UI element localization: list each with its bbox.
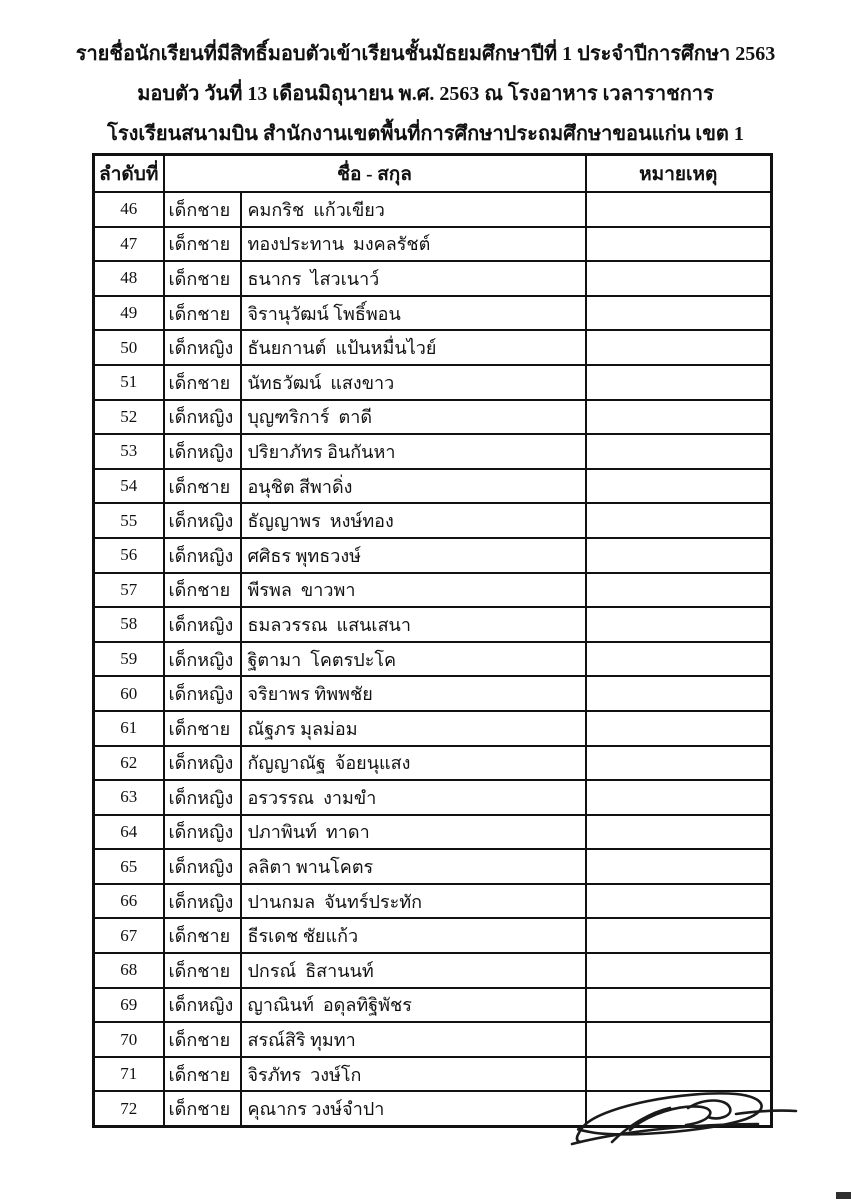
header-cell-remark: หมายเหตุ — [586, 155, 772, 193]
row-student-title: เด็กหญิง — [164, 434, 241, 469]
table-row — [94, 676, 772, 711]
table-row — [94, 918, 772, 953]
table-row — [94, 1091, 772, 1126]
row-number: 60 — [94, 676, 164, 711]
table-row — [94, 1057, 772, 1092]
row-student-name: พีรพล ขาวพา — [241, 573, 586, 608]
row-remark — [586, 573, 772, 608]
table-row — [94, 365, 772, 400]
row-student-name: นัทธวัฒน์ แสงขาว — [241, 365, 586, 400]
row-remark — [586, 434, 772, 469]
table-row — [94, 573, 772, 608]
row-remark — [586, 330, 772, 365]
table-row — [94, 815, 772, 850]
table-row — [94, 330, 772, 365]
row-student-title: เด็กหญิง — [164, 884, 241, 919]
table-row — [94, 192, 772, 227]
row-remark — [586, 849, 772, 884]
row-remark — [586, 261, 772, 296]
table-row — [94, 642, 772, 677]
table-row — [94, 538, 772, 573]
row-remark — [586, 676, 772, 711]
document-title-line-1: รายชื่อนักเรียนที่มีสิทธิ์มอบตัวเข้าเรียนชั้นมัธยมศึกษาปีที่ 1 ประจำปีการศึกษา 2563 — [75, 43, 776, 65]
student-table-body — [94, 192, 772, 1127]
row-number: 72 — [94, 1091, 164, 1126]
row-student-name: จิรภัทร วงษ์โก — [241, 1057, 586, 1092]
row-student-name: ธันยกานต์ แป้นหมื่นไวย์ — [241, 330, 586, 365]
row-number: 71 — [94, 1057, 164, 1092]
row-student-title: เด็กชาย — [164, 261, 241, 296]
header-cell-no: ลำดับที่ — [94, 155, 164, 193]
row-student-name: ทองประทาน มงคลรัชต์ — [241, 227, 586, 262]
table-row — [94, 400, 772, 435]
row-student-title: เด็กชาย — [164, 711, 241, 746]
row-number: 68 — [94, 953, 164, 988]
row-number: 49 — [94, 296, 164, 331]
row-remark — [586, 780, 772, 815]
row-student-title: เด็กหญิง — [164, 849, 241, 884]
row-number: 50 — [94, 330, 164, 365]
header-cell-name: ชื่อ - สกุล — [164, 155, 586, 193]
table-row — [94, 746, 772, 781]
row-student-title: เด็กหญิง — [164, 642, 241, 677]
row-student-title: เด็กหญิง — [164, 746, 241, 781]
row-remark — [586, 503, 772, 538]
row-remark — [586, 918, 772, 953]
row-remark — [586, 227, 772, 262]
row-student-name: จิรานุวัฒน์ โพธิ์พอน — [241, 296, 586, 331]
table-row — [94, 849, 772, 884]
table-row — [94, 988, 772, 1023]
row-remark — [586, 400, 772, 435]
scan-corner-artifact — [836, 1192, 851, 1199]
table-row — [94, 953, 772, 988]
row-student-title: เด็กชาย — [164, 192, 241, 227]
row-remark — [586, 711, 772, 746]
row-student-title: เด็กชาย — [164, 469, 241, 504]
table-row — [94, 780, 772, 815]
table-row — [94, 434, 772, 469]
row-number: 59 — [94, 642, 164, 677]
row-remark — [586, 746, 772, 781]
row-student-title: เด็กชาย — [164, 1057, 241, 1092]
row-number: 69 — [94, 988, 164, 1023]
row-number: 65 — [94, 849, 164, 884]
row-number: 61 — [94, 711, 164, 746]
table-row — [94, 884, 772, 919]
row-student-name: ฐิตามา โคตรปะโค — [241, 642, 586, 677]
row-student-name: ธมลวรรณ แสนเสนา — [241, 607, 586, 642]
row-student-name: ณัฐภร มุลม่อม — [241, 711, 586, 746]
row-number: 57 — [94, 573, 164, 608]
row-student-name: ธนากร ไสวเนาว์ — [241, 261, 586, 296]
row-student-title: เด็กหญิง — [164, 503, 241, 538]
row-student-title: เด็กชาย — [164, 365, 241, 400]
row-student-name: ธีรเดช ชัยแก้ว — [241, 918, 586, 953]
row-remark — [586, 607, 772, 642]
row-number: 54 — [94, 469, 164, 504]
row-number: 62 — [94, 746, 164, 781]
row-student-name: สรณ์สิริ ทุมทา — [241, 1022, 586, 1057]
row-student-name: ปานกมล จันทร์ประทัก — [241, 884, 586, 919]
row-remark — [586, 538, 772, 573]
row-student-name: กัญญาณัฐ จ้อยนุแสง — [241, 746, 586, 781]
table-row — [94, 607, 772, 642]
row-number: 46 — [94, 192, 164, 227]
row-student-name: ศศิธร พุทธวงษ์ — [241, 538, 586, 573]
row-student-title: เด็กหญิง — [164, 538, 241, 573]
row-student-name: อนุชิต สีพาดิ่ง — [241, 469, 586, 504]
row-remark — [586, 953, 772, 988]
row-student-title: เด็กชาย — [164, 1022, 241, 1057]
row-remark — [586, 1091, 772, 1126]
row-student-name: ปกรณ์ ธิสานนท์ — [241, 953, 586, 988]
table-header-row — [94, 155, 772, 193]
document-title-line-3: โรงเรียนสนามบิน สำนักงานเขตพื้นที่การศึกษาประถมศึกษาขอนแก่น เขต 1 — [107, 123, 744, 145]
row-student-name: อรวรรณ งามขำ — [241, 780, 586, 815]
row-student-name: ธัญญาพร หงษ์ทอง — [241, 503, 586, 538]
table-row — [94, 503, 772, 538]
table-row — [94, 261, 772, 296]
row-student-title: เด็กหญิง — [164, 988, 241, 1023]
row-number: 58 — [94, 607, 164, 642]
row-number: 52 — [94, 400, 164, 435]
row-student-title: เด็กหญิง — [164, 400, 241, 435]
row-student-title: เด็กหญิง — [164, 780, 241, 815]
row-student-title: เด็กชาย — [164, 227, 241, 262]
row-student-title: เด็กหญิง — [164, 330, 241, 365]
row-number: 67 — [94, 918, 164, 953]
row-student-title: เด็กชาย — [164, 918, 241, 953]
row-student-title: เด็กชาย — [164, 296, 241, 331]
row-student-name: คมกริช แก้วเขียว — [241, 192, 586, 227]
row-student-name: ปริยาภัทร อินกันหา — [241, 434, 586, 469]
row-student-name: บุญฑริการ์ ตาดี — [241, 400, 586, 435]
row-student-title: เด็กหญิง — [164, 607, 241, 642]
row-remark — [586, 1022, 772, 1057]
row-student-name: คุณากร วงษ์จำปา — [241, 1091, 586, 1126]
row-number: 64 — [94, 815, 164, 850]
row-remark — [586, 884, 772, 919]
row-remark — [586, 365, 772, 400]
row-student-title: เด็กหญิง — [164, 676, 241, 711]
row-remark — [586, 296, 772, 331]
row-student-name: ญาณินท์ อดุลทิฐิพัชร — [241, 988, 586, 1023]
row-number: 53 — [94, 434, 164, 469]
table-row — [94, 227, 772, 262]
row-student-name: ลลิตา พานโคตร — [241, 849, 586, 884]
row-remark — [586, 988, 772, 1023]
row-remark — [586, 1057, 772, 1092]
row-number: 51 — [94, 365, 164, 400]
student-table — [92, 153, 773, 1128]
document-title-line-2: มอบตัว วันที่ 13 เดือนมิถุนายน พ.ศ. 2563 ณ โรงอาหาร เวลาราชการ — [137, 83, 714, 105]
row-number: 70 — [94, 1022, 164, 1057]
row-remark — [586, 642, 772, 677]
table-row — [94, 711, 772, 746]
row-student-title: เด็กหญิง — [164, 815, 241, 850]
row-number: 66 — [94, 884, 164, 919]
row-student-title: เด็กชาย — [164, 1091, 241, 1126]
row-number: 47 — [94, 227, 164, 262]
row-number: 48 — [94, 261, 164, 296]
row-number: 63 — [94, 780, 164, 815]
row-student-title: เด็กชาย — [164, 953, 241, 988]
row-student-name: จริยาพร ทิพพชัย — [241, 676, 586, 711]
row-number: 55 — [94, 503, 164, 538]
row-remark — [586, 469, 772, 504]
row-student-name: ปภาพินท์ ทาดา — [241, 815, 586, 850]
table-row — [94, 469, 772, 504]
document-header — [0, 34, 851, 154]
row-remark — [586, 815, 772, 850]
row-number: 56 — [94, 538, 164, 573]
row-student-title: เด็กชาย — [164, 573, 241, 608]
row-remark — [586, 192, 772, 227]
table-row — [94, 1022, 772, 1057]
table-row — [94, 296, 772, 331]
